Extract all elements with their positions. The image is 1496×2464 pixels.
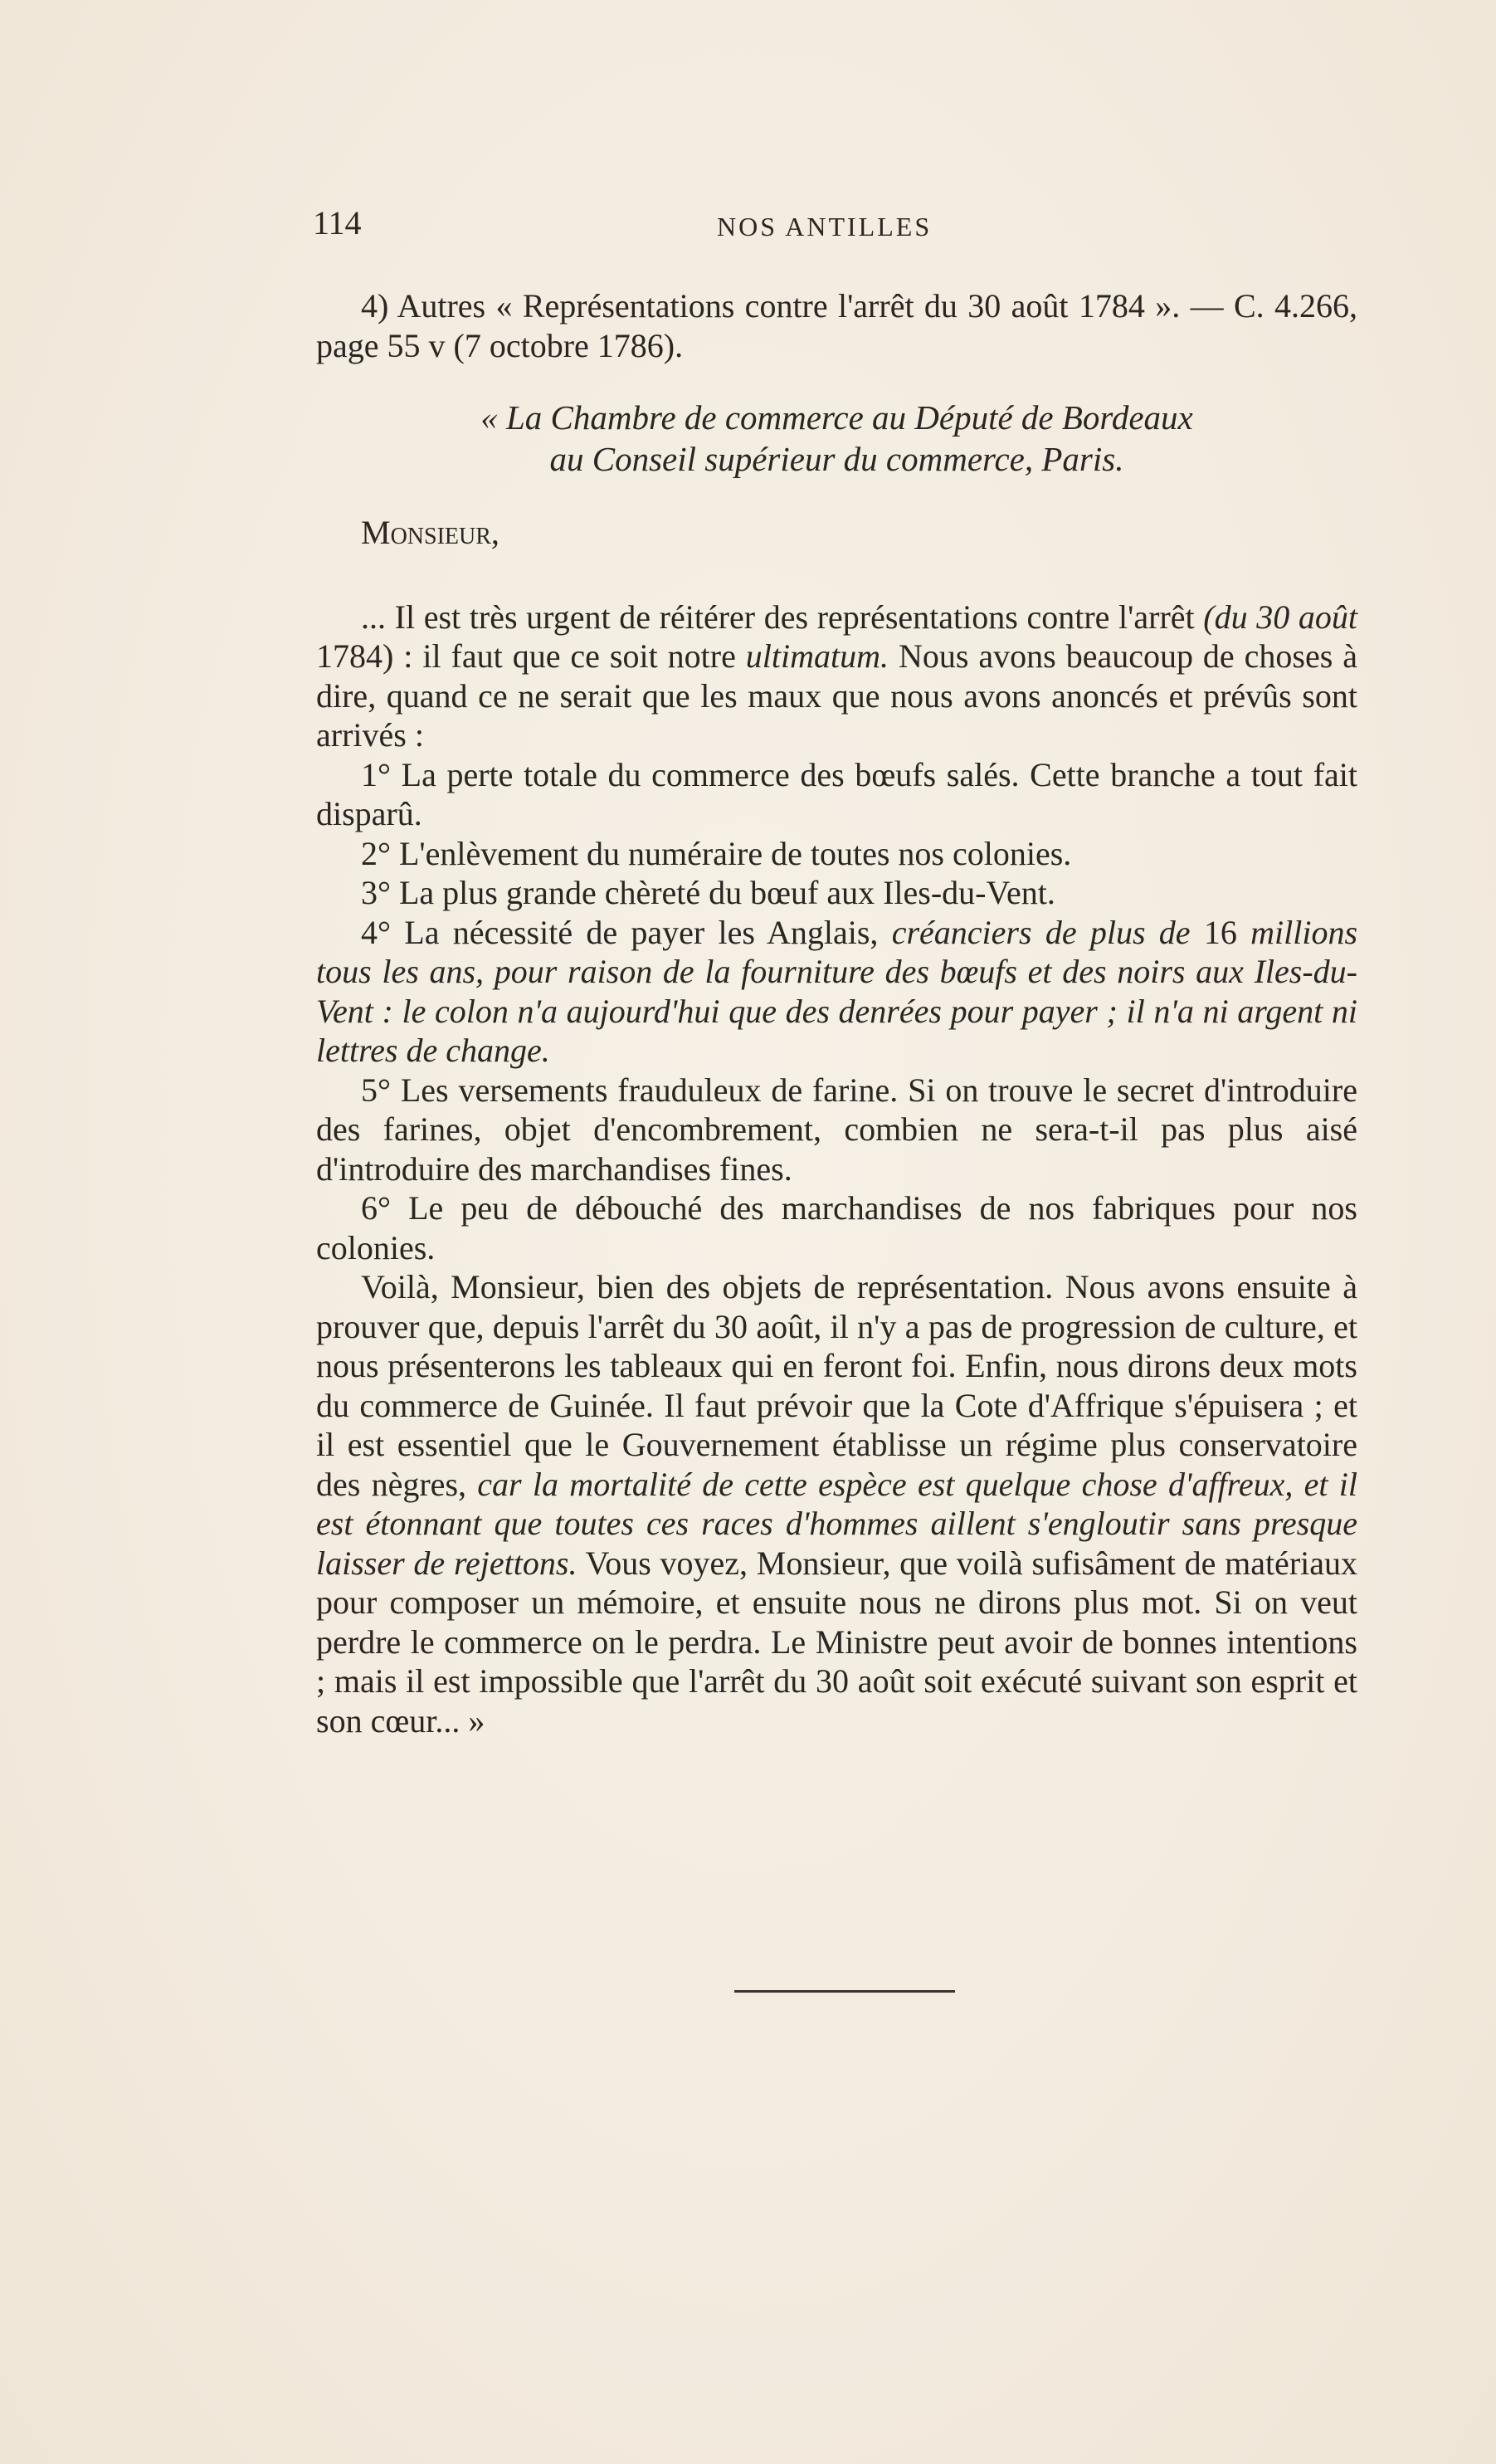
point4-italic-b: créanciers de plus de	[891, 913, 1191, 951]
paragraph-1	[316, 598, 1357, 755]
letter-address	[316, 397, 1357, 480]
point4-text-a: 4° La nécessité de payer les Anglais,	[361, 913, 892, 951]
para1-text-c: 1784) : il faut que ce soit notre	[316, 637, 746, 675]
point4-italic-d: millions tous les ans, pour raison de la fourniture des bœufs et des noirs aux Iles-du-Vent : le colon n'a aujourd'hui que des denrées pour payer ; il n'a ni argent ni lettres de change.	[316, 913, 1358, 1069]
para2-text-c: Vous voyez, Monsieur, que voilà sufisâment de matériaux pour composer un mémoire, et ensuite nous ne dirons plus mot. Si on veut perdre le commerce on le perdra. Le Ministre peut avoir de bonnes intentions ; mais il est impossible que l'arrêt du 30 août soit exécuté suivant son esprit et son cœur... »	[316, 1544, 1358, 1739]
para1-text-a: ... Il est très urgent de réitérer des représentations contre l'arrêt	[361, 598, 1204, 636]
para2-italic-b: car la mortalité de cette espèce est quelque chose d'affreux, et il est étonnant que toutes ces races d'hommes aillent s'engloutir sans presque laisser de rejettons.	[316, 1465, 1357, 1582]
closing-rule	[734, 1990, 955, 1993]
page-number: 114	[313, 204, 362, 242]
point-5: 5° Les versements frauduleux de farine. Si on trouve le secret d'introduire des farines, objet d'encombrement, combien ne sera-t-il pas plus aisé d'introduire des marchandises fines.	[316, 1071, 1357, 1188]
point-3: 3° La plus grande chèreté du bœuf aux Iles-du-Vent.	[361, 874, 1055, 911]
address-line-1: « La Chambre de commerce au Député de Bordeaux	[480, 398, 1193, 437]
point4-text-c: 16	[1190, 913, 1251, 951]
point-2: 2° L'enlèvement du numéraire de toutes nos colonies.	[361, 834, 1072, 872]
running-title: NOS ANTILLES	[717, 212, 933, 242]
para1-text-e: Nous avons beaucoup de choses à dire, quand ce ne serait que les maux que nous avons anoncés et prévûs sont arrivés :	[316, 637, 1357, 754]
point-6: 6° Le peu de débouché des marchandises de nos fabriques pour nos colonies.	[316, 1189, 1357, 1266]
point-4	[316, 913, 1357, 1071]
address-line-2: au Conseil supérieur du commerce, Paris.	[549, 440, 1124, 478]
para1-italic-date: (du 30 août	[1203, 598, 1358, 636]
main-text	[316, 286, 1357, 1740]
para2-text-a: Voilà, Monsieur, bien des objets de représentation. Nous avons ensuite à prouver que, depuis l'arrêt du 30 août, il n'y a pas de progression de culture, et nous présenterons les tableaux qui en feront foi. Enfin, nous dirons deux mots du commerce de Guinée. Il faut prévoir que la Cote d'Affrique s'épuisera ; et il est essentiel que le Gouvernement établisse un régime plus conservatoire des nègres,	[316, 1268, 1357, 1503]
para1-italic-ultimatum: ultimatum.	[745, 637, 889, 675]
item-4-reference: 4) Autres « Représentations contre l'arrêt du 30 août 1784 ». — C. 4.266, page 55 v (7 octobre 1786).	[316, 287, 1357, 364]
running-head	[313, 202, 1358, 244]
salutation: Monsieur,	[361, 514, 499, 551]
paragraph-2	[316, 1267, 1357, 1740]
point-1: 1° La perte totale du commerce des bœufs salés. Cette branche a tout fait disparû.	[316, 755, 1357, 832]
